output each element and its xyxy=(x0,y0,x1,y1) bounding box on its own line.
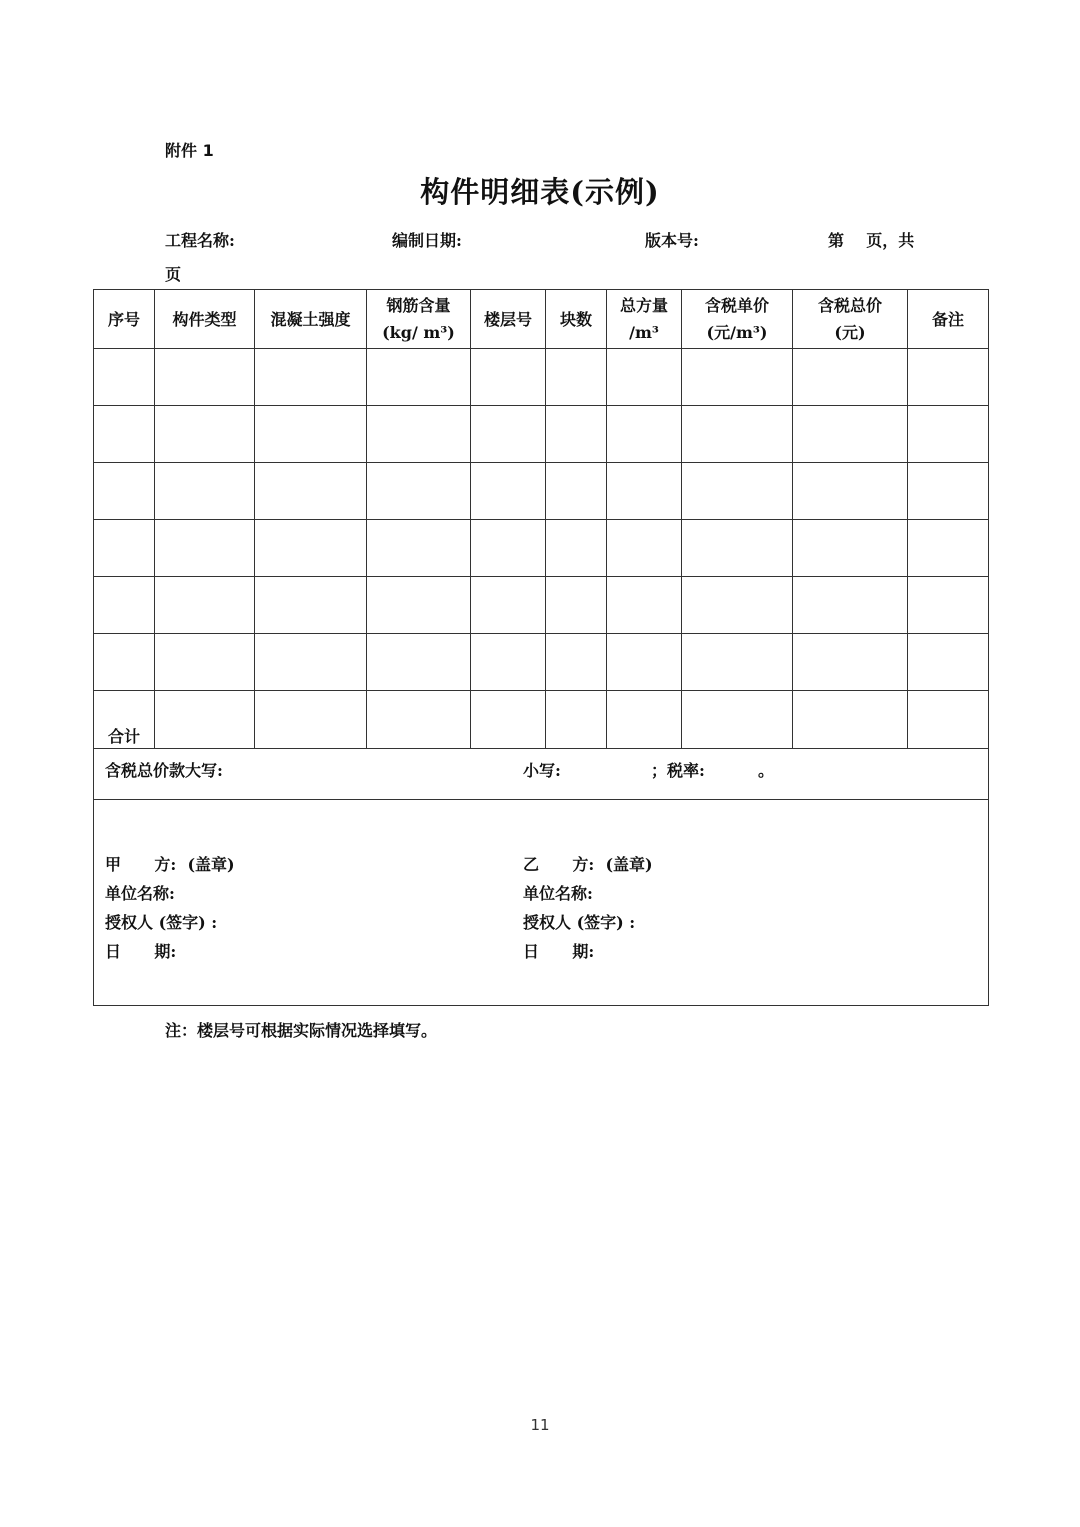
footnote: 注：楼层号可根据实际情况选择填写。 xyxy=(165,1021,438,1040)
page-number: 11 xyxy=(530,1416,550,1434)
table-row xyxy=(94,349,989,406)
page-title: 构件明细表(示例) xyxy=(420,175,660,209)
header-component-type: 构件类型 xyxy=(155,290,255,349)
table-row xyxy=(94,520,989,577)
compile-date-label: 编制日期: xyxy=(392,231,462,250)
amount-uppercase-label: 含税总价款大写: xyxy=(105,761,223,780)
component-detail-table xyxy=(93,289,989,1006)
header-unit-price: 含税单价 (元/m³) xyxy=(682,290,793,349)
total-row xyxy=(94,691,989,749)
page-count-label-cont: 页 xyxy=(165,265,182,284)
party-a-unit: 单位名称: xyxy=(105,884,175,903)
header-concrete-strength: 混凝土强度 xyxy=(255,290,367,349)
header-block-count: 块数 xyxy=(546,290,607,349)
signature-row xyxy=(94,800,989,1006)
header-seq: 序号 xyxy=(94,290,155,349)
table-row xyxy=(94,406,989,463)
table-header-row xyxy=(94,290,989,349)
header-total-volume: 总方量 /m³ xyxy=(607,290,682,349)
page-count-label: 第 页，共 xyxy=(828,231,915,250)
amount-lowercase-label: 小写: xyxy=(523,761,561,780)
table-row xyxy=(94,634,989,691)
sum-row xyxy=(94,749,989,800)
header-rebar-content: 钢筋含量 (kg/ m³) xyxy=(367,290,471,349)
party-b-date: 日 期: xyxy=(523,942,595,961)
header-total-price: 含税总价 (元) xyxy=(793,290,908,349)
header-remarks: 备注 xyxy=(908,290,989,349)
party-b-title: 乙 方: (盖章) xyxy=(523,855,653,874)
party-a-date: 日 期: xyxy=(105,942,177,961)
total-label: 合计 xyxy=(94,691,155,749)
tax-rate-period: 。 xyxy=(758,761,775,780)
tax-rate-label: ；税率: xyxy=(651,761,705,780)
party-b-authorized: 授权人 (签字) : xyxy=(523,913,636,932)
party-b-unit: 单位名称: xyxy=(523,884,593,903)
party-a-authorized: 授权人 (签字) : xyxy=(105,913,218,932)
table-row xyxy=(94,577,989,634)
project-name-label: 工程名称: xyxy=(165,231,235,250)
attachment-label: 附件 1 xyxy=(165,141,214,160)
header-floor-no: 楼层号 xyxy=(471,290,546,349)
party-a-title: 甲 方: (盖章) xyxy=(105,855,235,874)
table-row xyxy=(94,463,989,520)
version-label: 版本号: xyxy=(645,231,699,250)
